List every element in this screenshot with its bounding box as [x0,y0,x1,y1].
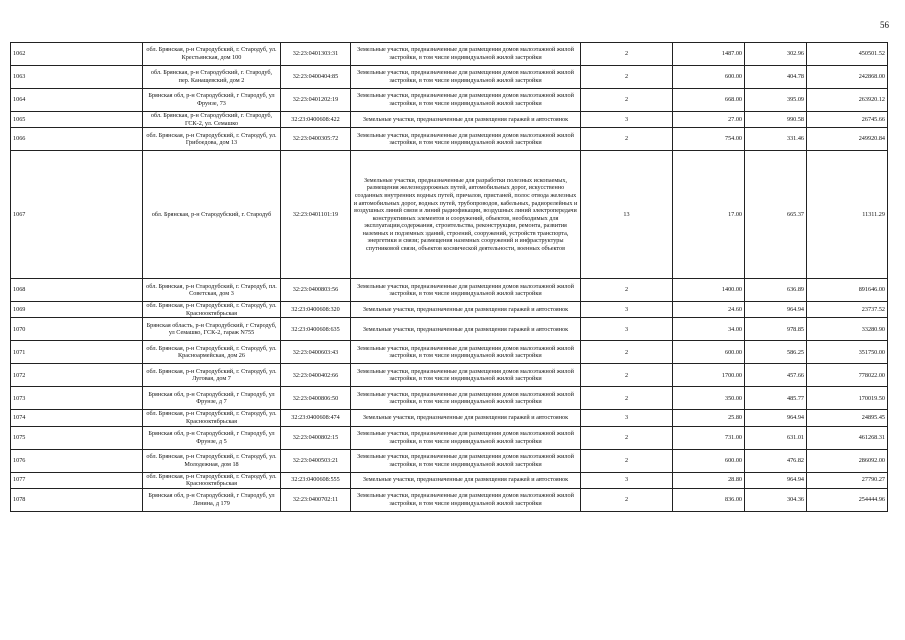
row-number: 1077 [11,472,143,488]
land-use-cell: Земельные участки, предназначенные для размещения домов малоэтажной жилой застройки, в том числе индивидуальной жилой застройки [351,341,581,364]
land-use-cell: Земельные участки, предназначенные для размещения домов малоэтажной жилой застройки, в том числе индивидуальной жилой застройки [351,66,581,89]
area-cell: 668.00 [673,89,745,112]
land-use-cell: Земельные участки, предназначенные для размещения домов малоэтажной жилой застройки, в том числе индивидуальной жилой застройки [351,449,581,472]
row-number: 1065 [11,112,143,128]
table-row [11,449,888,472]
area-cell: 600.00 [673,341,745,364]
table-row [11,364,888,387]
cadastral-number-cell: 32:23:0400608:474 [281,410,351,426]
group-cell: 2 [581,128,673,151]
land-use-cell: Земельные участки, предназначенные для разработки полезных ископаемых, размещения железнодорожных путей, автомобильных дорог, искусственно созданных внутренних водных путей, причалов, пристаней, полос отвода железных и автомобильных дорог, водных путей, трубопроводов, кабельных, радиорелейных и воздушных линий связи и линий радиофикации, воздушных линий электропередачи конструктивных элементов и сооружений, объектов, необходимых для эксплуатации,содержания, строительства, реконструкции, ремонта, развития наземных и подземных зданий, строений, сооружений, устройств транспорта, энергетики и связи; размещения наземных сооружений и инфраструктуры спутниковой связи, объектов космической деятельности, военных объектов [351,151,581,279]
address-cell: обл. Брянская, р-н Стародубский, г. Стародуб, ГСК-2, ул. Семашко [143,112,281,128]
area-cell: 34.00 [673,318,745,341]
table-row [11,302,888,318]
cadastral-value-cell: 286092.00 [807,449,888,472]
land-use-cell: Земельные участки, предназначенные для размещения гаражей и автостоянок [351,410,581,426]
area-cell: 17.00 [673,151,745,279]
area-cell: 27.00 [673,112,745,128]
row-number: 1063 [11,66,143,89]
cadastral-number-cell: 32:23:0400608:635 [281,318,351,341]
land-use-cell: Земельные участки, предназначенные для размещения домов малоэтажной жилой застройки, в том числе индивидуальной жилой застройки [351,43,581,66]
group-cell: 3 [581,112,673,128]
cadastral-value-cell: 33280.90 [807,318,888,341]
land-use-cell: Земельные участки, предназначенные для размещения домов малоэтажной жилой застройки, в том числе индивидуальной жилой застройки [351,128,581,151]
address-cell: Брянская обл, р-н Стародубский, г Стародуб, ул Фрунзе, д 7 [143,387,281,410]
row-number: 1071 [11,341,143,364]
table-row [11,488,888,511]
group-cell: 2 [581,364,673,387]
cadastral-number-cell: 32:23:0400404:85 [281,66,351,89]
cadastral-value-cell: 24895.45 [807,410,888,426]
cadastral-number-cell: 32:23:0400608:422 [281,112,351,128]
group-cell: 3 [581,472,673,488]
address-cell: обл. Брянская, р-н Стародубский, г. Стародуб, ул. Грибоедова, дом 13 [143,128,281,151]
specific-value-cell: 404.78 [745,66,807,89]
row-number: 1078 [11,488,143,511]
land-use-cell: Земельные участки, предназначенные для размещения домов малоэтажной жилой застройки, в том числе индивидуальной жилой застройки [351,89,581,112]
cadastral-value-cell: 170019.50 [807,387,888,410]
address-cell: обл. Брянская, р-н Стародубский, г. Стародуб, ул. Красноармейская, дом 26 [143,341,281,364]
group-cell: 2 [581,43,673,66]
land-use-cell: Земельные участки, предназначенные для размещения домов малоэтажной жилой застройки, в том числе индивидуальной жилой застройки [351,279,581,302]
specific-value-cell: 964.94 [745,410,807,426]
group-cell: 3 [581,410,673,426]
specific-value-cell: 485.77 [745,387,807,410]
cadastral-value-cell: 263920.12 [807,89,888,112]
cadastral-value-cell: 249920.84 [807,128,888,151]
table-row [11,151,888,279]
area-cell: 1700.00 [673,364,745,387]
area-cell: 28.80 [673,472,745,488]
land-use-cell: Земельные участки, предназначенные для размещения домов малоэтажной жилой застройки, в том числе индивидуальной жилой застройки [351,426,581,449]
table-row [11,387,888,410]
area-cell: 600.00 [673,449,745,472]
specific-value-cell: 990.58 [745,112,807,128]
table-row [11,112,888,128]
specific-value-cell: 304.36 [745,488,807,511]
area-cell: 1487.00 [673,43,745,66]
row-number: 1074 [11,410,143,426]
cadastral-number-cell: 32:23:0400803:56 [281,279,351,302]
area-cell: 754.00 [673,128,745,151]
row-number: 1075 [11,426,143,449]
cadastral-number-cell: 32:23:0400402:66 [281,364,351,387]
address-cell: Брянская обл, р-н Стародубский, г Стародуб, ул Ленина, д 179 [143,488,281,511]
land-use-cell: Земельные участки, предназначенные для размещения гаражей и автостоянок [351,318,581,341]
cadastral-value-cell: 778022.00 [807,364,888,387]
cadastral-value-cell: 26745.66 [807,112,888,128]
specific-value-cell: 586.25 [745,341,807,364]
land-use-cell: Земельные участки, предназначенные для размещения домов малоэтажной жилой застройки, в том числе индивидуальной жилой застройки [351,364,581,387]
row-number: 1068 [11,279,143,302]
row-number: 1070 [11,318,143,341]
cadastral-value-cell: 27790.27 [807,472,888,488]
land-use-cell: Земельные участки, предназначенные для размещения гаражей и автостоянок [351,472,581,488]
specific-value-cell: 636.89 [745,279,807,302]
specific-value-cell: 331.46 [745,128,807,151]
cadastral-number-cell: 32:23:0400608:320 [281,302,351,318]
cadastral-number-cell: 32:23:0400702:11 [281,488,351,511]
group-cell: 13 [581,151,673,279]
address-cell: Брянская область, р-н Стародубский, г Стародуб, ул Семашко, ГСК-2, гараж N755 [143,318,281,341]
group-cell: 2 [581,449,673,472]
area-cell: 1400.00 [673,279,745,302]
cadastral-number-cell: 32:23:0400503:21 [281,449,351,472]
cadastral-number-cell: 32:23:0400802:15 [281,426,351,449]
table-row [11,318,888,341]
address-cell: обл. Брянская, р-н Стародубский, г. Стародуб, ул. Крестьянская, дом 100 [143,43,281,66]
address-cell: обл. Брянская, р-н Стародубский, г. Стародуб, ул. Молодежная, дом 18 [143,449,281,472]
cadastral-number-cell: 32:23:0401101:19 [281,151,351,279]
land-use-cell: Земельные участки, предназначенные для размещения гаражей и автостоянок [351,112,581,128]
specific-value-cell: 964.94 [745,472,807,488]
area-cell: 600.00 [673,66,745,89]
area-cell: 25.80 [673,410,745,426]
address-cell: обл. Брянская, р-н Стародубский, г. Стародуб, ул. Краснооктябрьская [143,302,281,318]
area-cell: 24.60 [673,302,745,318]
specific-value-cell: 395.09 [745,89,807,112]
specific-value-cell: 631.01 [745,426,807,449]
address-cell: обл. Брянская, р-н Стародубский, г. Стародуб, пл. Советская, дом 3 [143,279,281,302]
row-number: 1076 [11,449,143,472]
row-number: 1062 [11,43,143,66]
group-cell: 2 [581,426,673,449]
cadastral-number-cell: 32:23:0400603:43 [281,341,351,364]
table-row [11,341,888,364]
area-cell: 350.00 [673,387,745,410]
group-cell: 3 [581,318,673,341]
table-row [11,472,888,488]
cadastral-value-cell: 242868.00 [807,66,888,89]
table-row [11,89,888,112]
cadastral-number-cell: 32:23:0400305:72 [281,128,351,151]
specific-value-cell: 476.82 [745,449,807,472]
group-cell: 3 [581,302,673,318]
address-cell: обл. Брянская, р-н Стародубский, г. Стародуб [143,151,281,279]
row-number: 1066 [11,128,143,151]
specific-value-cell: 665.37 [745,151,807,279]
address-cell: обл. Брянская, р-н Стародубский, г. Стародуб, ул. Луговая, дом 7 [143,364,281,387]
cadastral-value-table [10,42,888,512]
cadastral-value-cell: 461268.31 [807,426,888,449]
address-cell: обл. Брянская, р-н Стародубский, г. Стародуб, ул. Краснооктябрьская [143,472,281,488]
cadastral-value-cell: 11311.29 [807,151,888,279]
area-cell: 836.00 [673,488,745,511]
cadastral-value-cell: 450501.52 [807,43,888,66]
table-row [11,410,888,426]
land-use-cell: Земельные участки, предназначенные для размещения домов малоэтажной жилой застройки, в том числе индивидуальной жилой застройки [351,488,581,511]
row-number: 1067 [11,151,143,279]
cadastral-value-cell: 23737.52 [807,302,888,318]
table-row [11,66,888,89]
address-cell: обл. Брянская, р-н Стародубский, г. Стародуб, пер. Канащевский, дом 2 [143,66,281,89]
group-cell: 2 [581,66,673,89]
cadastral-number-cell: 32:23:0400608:555 [281,472,351,488]
cadastral-value-cell: 891646.00 [807,279,888,302]
table-row [11,426,888,449]
row-number: 1072 [11,364,143,387]
group-cell: 2 [581,279,673,302]
cadastral-number-cell: 32:23:0400806:50 [281,387,351,410]
group-cell: 2 [581,387,673,410]
cadastral-number-cell: 32:23:0401202:19 [281,89,351,112]
address-cell: обл. Брянская, р-н Стародубский, г. Стародуб, ул. Краснооктябрьская [143,410,281,426]
address-cell: Брянская обл, р-н Стародубский, г Стародуб, ул Фрунзе, 73 [143,89,281,112]
group-cell: 2 [581,341,673,364]
land-use-cell: Земельные участки, предназначенные для размещения гаражей и автостоянок [351,302,581,318]
specific-value-cell: 978.85 [745,318,807,341]
group-cell: 2 [581,488,673,511]
table-row [11,43,888,66]
specific-value-cell: 302.96 [745,43,807,66]
land-use-cell: Земельные участки, предназначенные для размещения домов малоэтажной жилой застройки, в том числе индивидуальной жилой застройки [351,387,581,410]
cadastral-value-cell: 351750.00 [807,341,888,364]
specific-value-cell: 457.66 [745,364,807,387]
area-cell: 731.00 [673,426,745,449]
specific-value-cell: 964.94 [745,302,807,318]
address-cell: Брянская обл, р-н Стародубский, г Стародуб, ул Фрунзе, д 5 [143,426,281,449]
table-row [11,279,888,302]
row-number: 1064 [11,89,143,112]
row-number: 1069 [11,302,143,318]
page-number: 56 [880,20,889,30]
table-row [11,128,888,151]
cadastral-number-cell: 32:23:0401303:31 [281,43,351,66]
cadastral-value-cell: 254444.96 [807,488,888,511]
group-cell: 2 [581,89,673,112]
row-number: 1073 [11,387,143,410]
